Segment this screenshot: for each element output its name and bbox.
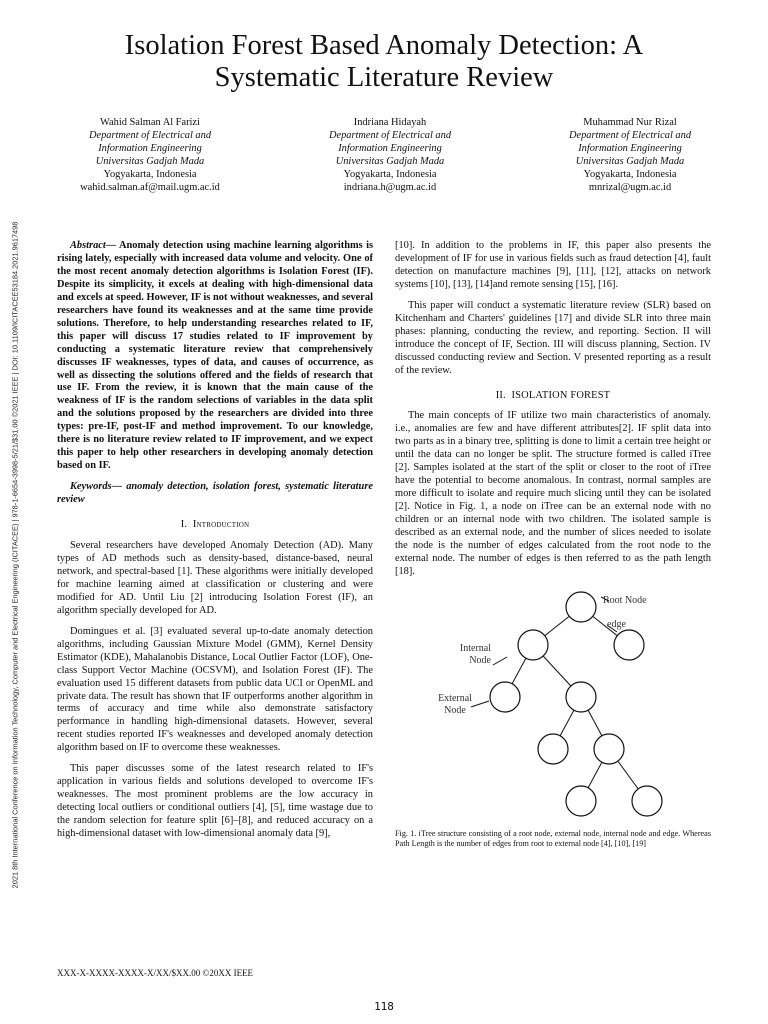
author-name: Muhammad Nur Rizal: [583, 117, 677, 128]
paper-title: Isolation Forest Based Anomaly Detection: A Systematic Literature Review: [124, 30, 644, 93]
author-univ: Universitas Gadjah Mada: [95, 156, 205, 167]
paragraph: This paper discusses some of the latest research related to IF's application in various fields and solutions developed to overcome IF's weaknesses. The most prominent problems are the low accuracy in detecting local outliers or conditional outliers [4], [5], time wastage due to the random selection for feature split [6]–[8], and reduced accuracy on a high-dimensional dataset with low-dimensional anomaly data [9],: [57, 763, 373, 840]
internal-node-label-2: Node: [469, 654, 491, 666]
sidebar-citation-text: 2021 8th International Conference on Information Technology, Computer and Electrical Engineering (ICITACEE) | 978-1-6654-3998-5/21/$31.00 ©2021 IEEE | DOI: 10.1109/ICITACEE53184.2021.9617498: [10, 221, 20, 889]
internal-node: [566, 682, 596, 712]
author-univ: Universitas Gadjah Mada: [335, 156, 445, 167]
author-name: Wahid Salman Al Farizi: [100, 117, 200, 128]
external-node-label-1: External: [438, 692, 472, 704]
figure-itree: [395, 587, 711, 825]
page-number: 118: [374, 1000, 394, 1013]
abstract-lead: Abstract—: [70, 240, 117, 251]
author-name: Indriana Hidayah: [353, 117, 427, 128]
right-column: [395, 240, 711, 850]
external-node-label-2: Node: [444, 704, 466, 716]
edge-label: edge: [607, 618, 626, 630]
author-email[interactable]: wahid.salman.af@mail.ugm.ac.id: [80, 182, 220, 193]
abstract: [57, 240, 373, 473]
figure-caption: Fig. 1. iTree structure consisting of a root node, external node, internal node and edge. Whereas Path Length is the number of edges from root to external node [4], [10], [19]: [395, 828, 711, 849]
paragraph: This paper will conduct a systematic literature review (SLR) based on Kitchenham and Charters' guidelines [17] and divide SLR into three main phases: planning, conducting the review, and reporting. Section. II will introduce the concept of IF, Section. III will discuss planning, Section. IV discussed conducting review and Section. V presented reporting as a result of the review.: [395, 299, 711, 376]
keywords: [57, 481, 373, 507]
author-city: Yogyakarta, Indonesia: [343, 169, 437, 180]
paragraph: The main concepts of IF utilize two main characteristics of anomaly. i.e., anomalies are few and have different attributes[2]. IF split data into two parts as in a binary tree, splitting is done to limit a certain tree height or until the data can no longer be split. The structure formed is called iTree [2]. Samples isolated at the start of the split or closer to the root of iTree have the potential to become anomalous. In contrast, normal samples are more difficult to isolate and require much slicing until they can be isolated [2]. Notice in Fig. 1, a node on iTree can be an external node with no children or an internal node with two children. The isolated sample is described as an external node, and the number of slices needed to isolate the node is the number of edges calculated from the root node to the external node. The number of edges is then referred to as the path length [18].: [395, 410, 711, 577]
internal-node-label-1: Internal: [459, 642, 491, 654]
section-number: II.: [495, 389, 506, 401]
external-node: [614, 630, 644, 660]
paragraph: Several researchers have developed Anomaly Detection (AD). Many types of AD methods such as density-based, distance-based, neural network, and spectral-based [1]. These algorithms were initially developed for machine learning aimed at classification or clustering and were modified for AD. Until Liu [2] introducing Isolation Forest (IF), an algorithm specially developed for AD.: [57, 540, 373, 616]
section-heading-introduction: [57, 519, 373, 532]
copyright-footer: XXX-X-XXXX-XXXX-X/XX/$XX.00 ©20XX IEEE: [57, 968, 254, 978]
section-number: I.: [180, 519, 188, 531]
author-2: [270, 116, 510, 194]
external-node: [566, 786, 596, 816]
section-title: ISOLATION FOREST: [511, 389, 611, 401]
internal-node: [594, 734, 624, 764]
external-node: [490, 682, 520, 712]
keywords-lead: Keywords—: [70, 481, 122, 493]
author-email[interactable]: mnrizal@ugm.ac.id: [588, 182, 672, 193]
author-block: [30, 116, 750, 194]
root-node-label: Root Node: [603, 594, 647, 606]
paragraph: Domingues et al. [3] evaluated several up-to-date anomaly detection algorithms, including Gaussian Mixture Model (GMM), Kernel Density Estimator (KDE), Mahalanobis Distance, Local Outlier Factor (LOF), One-class Support Vector Machine (OCSVM), and Isolation Forest (IF). The evaluation used 15 different datasets from public data UCI or OpenML and private data. The result has shown that IF outperforms another algorithm in terms of accuracy and time while also demonstrate satisfactory performance in handling high-dimensional datasets. However, several recent studies reported IF's weaknesses and developed anomaly detection algorithm based on IF to overcome these weaknesses.: [57, 625, 373, 754]
external-node: [632, 786, 662, 816]
author-city: Yogyakarta, Indonesia: [583, 169, 677, 180]
internal-node: [518, 630, 548, 660]
author-dept: Department of Electrical and: [568, 130, 692, 141]
author-1: [30, 116, 270, 194]
left-column: [57, 240, 373, 849]
external-node: [538, 734, 568, 764]
author-dept: Department of Electrical and: [88, 130, 212, 141]
section-title: Introduction: [192, 519, 250, 531]
author-3: [510, 116, 750, 194]
paragraph: [10]. In addition to the problems in IF, this paper also presents the development of IF for use in various fields such as fraud detection [4], fault detection on manufacture machines [9], [11], [12], attacks on network systems [10], [13], [14]and remote sensing [15], [16].: [395, 240, 711, 290]
sidebar-citation: [8, 155, 22, 955]
author-univ: Universitas Gadjah Mada: [575, 156, 685, 167]
author-dept: Information Engineering: [578, 143, 682, 154]
author-dept: Department of Electrical and: [328, 130, 452, 141]
root-node: [566, 592, 596, 622]
section-heading-isolation-forest: [395, 390, 711, 403]
author-dept: Information Engineering: [98, 143, 202, 154]
author-dept: Information Engineering: [338, 143, 442, 154]
itree-diagram: [395, 587, 711, 825]
author-city: Yogyakarta, Indonesia: [103, 169, 197, 180]
abstract-text: Anomaly detection using machine learning algorithms is rising lately, especially with increased data volume and velocity. One of the most recent anomaly detection algorithms is Isolation Forest (IF). Despite its simplicity, it excels at dealing with high-dimensional data and excels at speed. However, IF is not without weaknesses, and several researchers have found its weaknesses and at the same time provide solutions. Therefore, to help understanding researches related to IF, this paper will discuss 17 studies related to IF improvement by conducting a systematic literature review that comprehensively discusses IF weaknesses, types of data, and causes of occurrence, as well as dissecting the solutions offered and the fields of research that use IF. From the review, it is known that the main cause of the weakness of IF is the random selections of variables in the data split and the solutions proposed by the researchers are divided into three types: pre-IF, post-IF and method improvement. To our knowledge, there is no literature review related to IF improvement, and we expect this paper to help other researchers in developing anomaly detection based on IF.: [57, 240, 373, 472]
keywords-text: anomaly detection, isolation forest, systematic literature review: [57, 481, 373, 506]
author-email[interactable]: indriana.h@ugm.ac.id: [343, 182, 437, 193]
